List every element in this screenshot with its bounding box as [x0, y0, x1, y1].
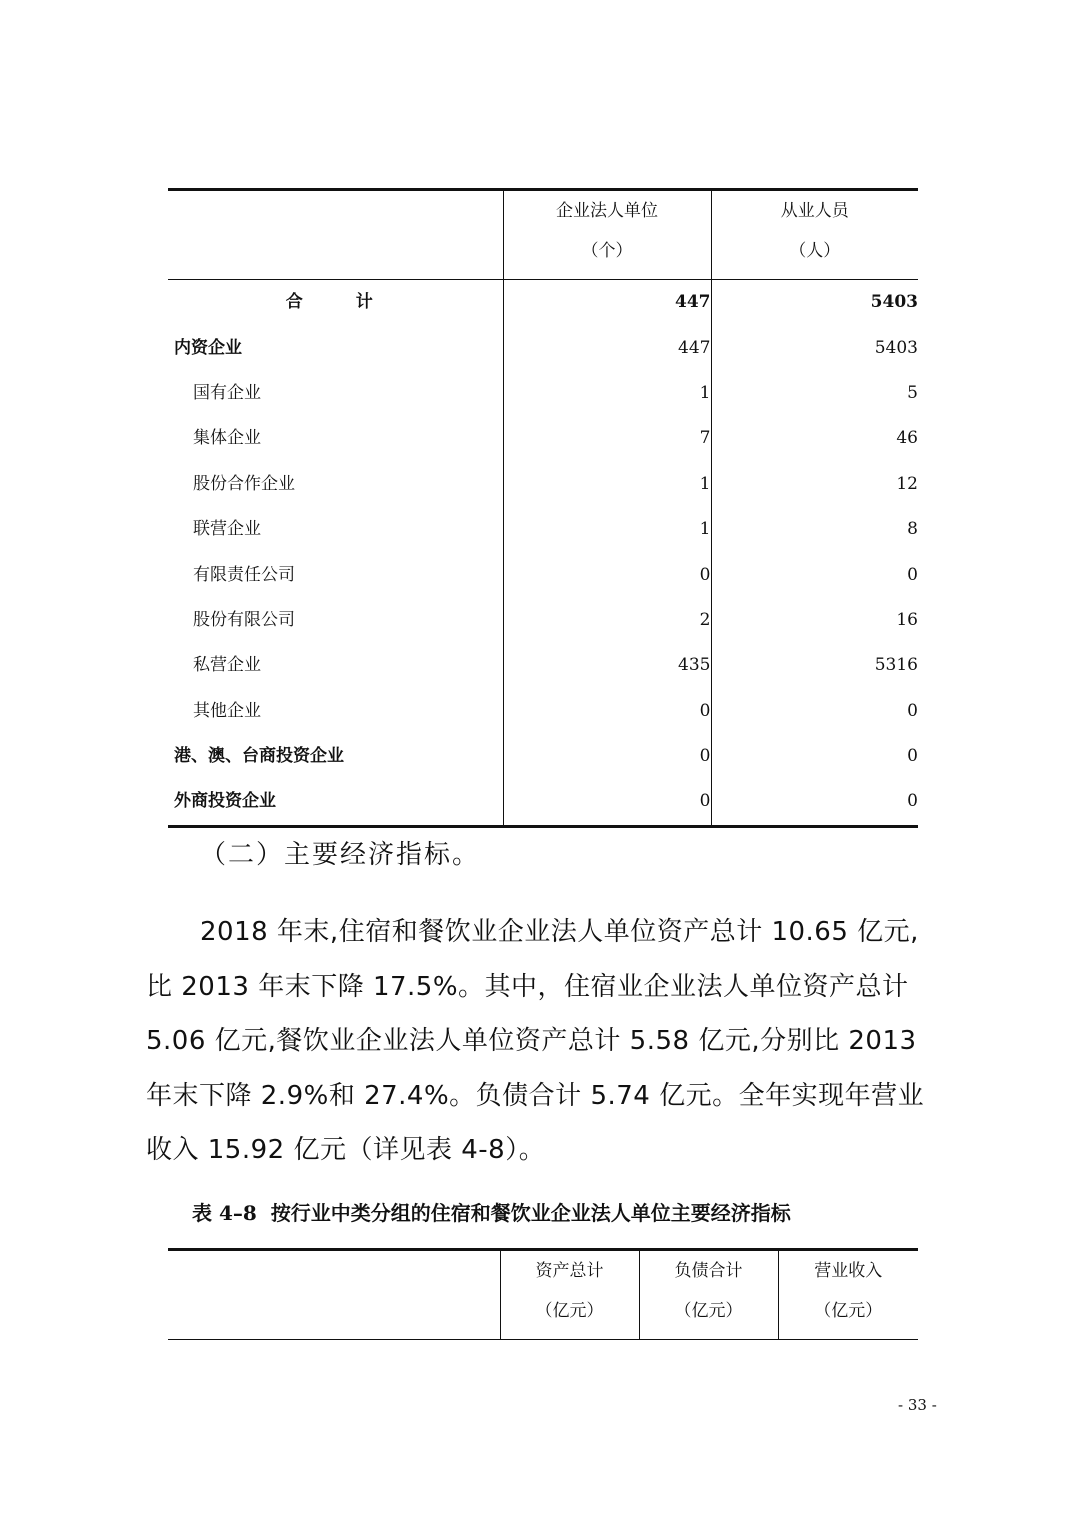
cell-units: 7 [503, 416, 711, 461]
table-row [168, 507, 918, 552]
cell-persons: 0 [907, 791, 918, 812]
header-persons [711, 190, 918, 280]
header-blank [168, 190, 503, 280]
header-unit: （亿元） [674, 1301, 743, 1321]
row-label: 内资企业 [168, 325, 503, 370]
row-label: 其他企业 [168, 689, 503, 734]
header-liabilities [639, 1250, 778, 1340]
header-revenue [778, 1250, 918, 1340]
header-assets [500, 1250, 639, 1340]
cell-units: 0 [503, 734, 711, 779]
row-label: 股份合作企业 [168, 462, 503, 507]
cell-units: 1 [503, 462, 711, 507]
header-unit: （个） [581, 241, 633, 261]
table-row [168, 325, 918, 370]
cell-units: 2 [503, 598, 711, 643]
cell-units: 1 [503, 507, 711, 552]
cell-units: 0 [503, 779, 711, 826]
table-caption-title: 按行业中类分组的住宿和餐饮业企业法人单位主要经济指标 [270, 1201, 791, 1225]
row-label: 私营企业 [168, 643, 503, 688]
section-heading: （二）主要经济指标。 [200, 840, 481, 870]
table-row [168, 371, 918, 416]
paragraph-line: 比 2013 年末下降 17.5%。其中，住宿业企业法人单位资产总计 [146, 971, 909, 1002]
header-title: 资产总计 [535, 1261, 604, 1281]
cell-units: 1 [503, 371, 711, 416]
row-label: 集体企业 [168, 416, 503, 461]
header-title: 营业收入 [814, 1261, 883, 1281]
cell-units: 0 [503, 552, 711, 597]
table-row [168, 416, 918, 461]
cell-persons: 5403 [874, 337, 918, 358]
row-label: 有限责任公司 [168, 552, 503, 597]
row-label: 外商投资企业 [168, 779, 503, 826]
table-row [168, 598, 918, 643]
table-row [168, 689, 918, 734]
header-units [503, 190, 711, 280]
table-row [168, 734, 918, 779]
row-label: 国有企业 [168, 371, 503, 416]
paragraph-line: 2018 年末,住宿和餐饮业企业法人单位资产总计 10.65 亿元, [200, 917, 919, 947]
enterprise-type-table [168, 188, 918, 828]
header-title: 负债合计 [674, 1261, 743, 1281]
row-label: 股份有限公司 [168, 598, 503, 643]
cell-units: 435 [503, 643, 711, 688]
paragraph-line: 5.06 亿元,餐饮业企业法人单位资产总计 5.58 亿元,分别比 2013 [146, 1026, 917, 1056]
cell-units: 447 [503, 280, 711, 326]
header-unit: （亿元） [535, 1301, 604, 1321]
cell-persons: 46 [896, 428, 918, 449]
paragraph-line: 收入 15.92 亿元（详见表 4-8）。 [146, 1135, 546, 1165]
table-caption [192, 1203, 791, 1223]
cell-persons: 8 [907, 519, 918, 540]
cell-units: 447 [503, 325, 711, 370]
table-header-row [168, 1250, 918, 1340]
table-row [168, 280, 918, 326]
cell-persons: 0 [907, 746, 918, 767]
header-blank [168, 1250, 500, 1340]
cell-persons: 0 [907, 700, 918, 721]
table-row [168, 462, 918, 507]
header-title: 从业人员 [780, 201, 849, 221]
economic-indicator-table [168, 1248, 918, 1340]
cell-persons: 5316 [874, 655, 918, 676]
table-row [168, 643, 918, 688]
cell-persons: 5403 [870, 292, 918, 313]
cell-persons: 5 [907, 382, 918, 403]
header-unit: （人） [789, 241, 841, 261]
table-caption-number: 表 4–8 [192, 1201, 257, 1225]
cell-persons: 16 [896, 609, 918, 630]
row-label: 合 计 [168, 280, 503, 326]
paragraph-line: 年末下降 2.9%和 27.4%。负债合计 5.74 亿元。全年实现年营业 [146, 1080, 925, 1111]
page-number: - 33 - [898, 1396, 937, 1414]
header-title: 企业法人单位 [556, 201, 658, 221]
table-header-row [168, 190, 918, 280]
row-label: 联营企业 [168, 507, 503, 552]
cell-persons: 12 [896, 473, 918, 494]
table-row [168, 552, 918, 597]
body-paragraph [146, 905, 946, 1178]
cell-units: 0 [503, 689, 711, 734]
header-unit: （亿元） [814, 1301, 883, 1321]
row-label: 港、澳、台商投资企业 [168, 734, 503, 779]
cell-persons: 0 [907, 564, 918, 585]
table-row [168, 779, 918, 826]
